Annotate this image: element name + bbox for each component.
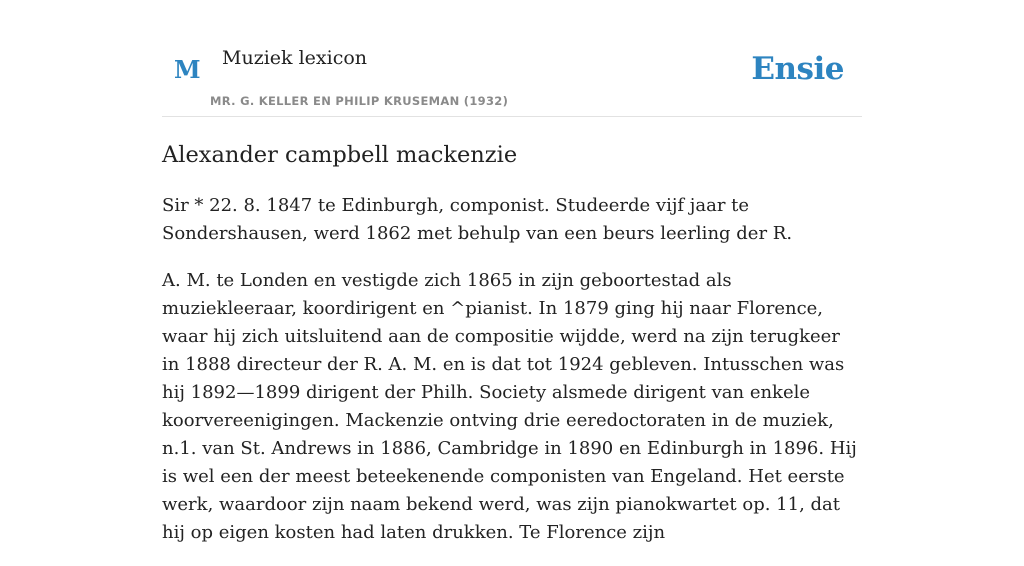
- lexicon-logo-icon[interactable]: M: [174, 55, 201, 84]
- site-header: [162, 0, 862, 117]
- entry-title: Alexander campbell mackenzie: [162, 142, 518, 168]
- page: [162, 0, 862, 543]
- entry-body: [162, 192, 862, 566]
- lexicon-authors: MR. G. KELLER EN PHILIP KRUSEMAN (1932): [210, 94, 509, 108]
- entry-paragraph: A. M. te Londen en vestigde zich 1865 in zijn geboortestad als muziekleeraar, koordirigent en ^pianist. In 1879 ging hij naar Florence, waar hij zich uitsluitend aan de compositie wijdde, werd na zijn terugkeer in 1888 directeur der R. A. M. en is dat tot 1924 gebleven. Intusschen was hij 1892—1899 dirigent der Philh. Society alsmede dirigent van enkele koorvereenigingen. Mackenzie ontving drie eeredoctoraten in de muziek, n.1. van St. Andrews in 1886, Cambridge in 1890 en Edinburgh in 1896. Hij is wel een der meest beteekenende componisten van Engeland. Het eerste werk, waardoor zijn naam bekend werd, was zijn pianokwartet op. 11, dat hij op eigen kosten had laten drukken. Te Florence zijn: [162, 270, 857, 543]
- lexicon-title-link[interactable]: Muziek lexicon: [222, 47, 368, 69]
- entry-paragraph: Sir * 22. 8. 1847 te Edinburgh, componist. Studeerde vijf jaar te Sondershausen, werd 1862 met behulp van een beurs leerling der R.: [162, 195, 793, 244]
- ensie-brand-link[interactable]: Ensie: [751, 51, 844, 87]
